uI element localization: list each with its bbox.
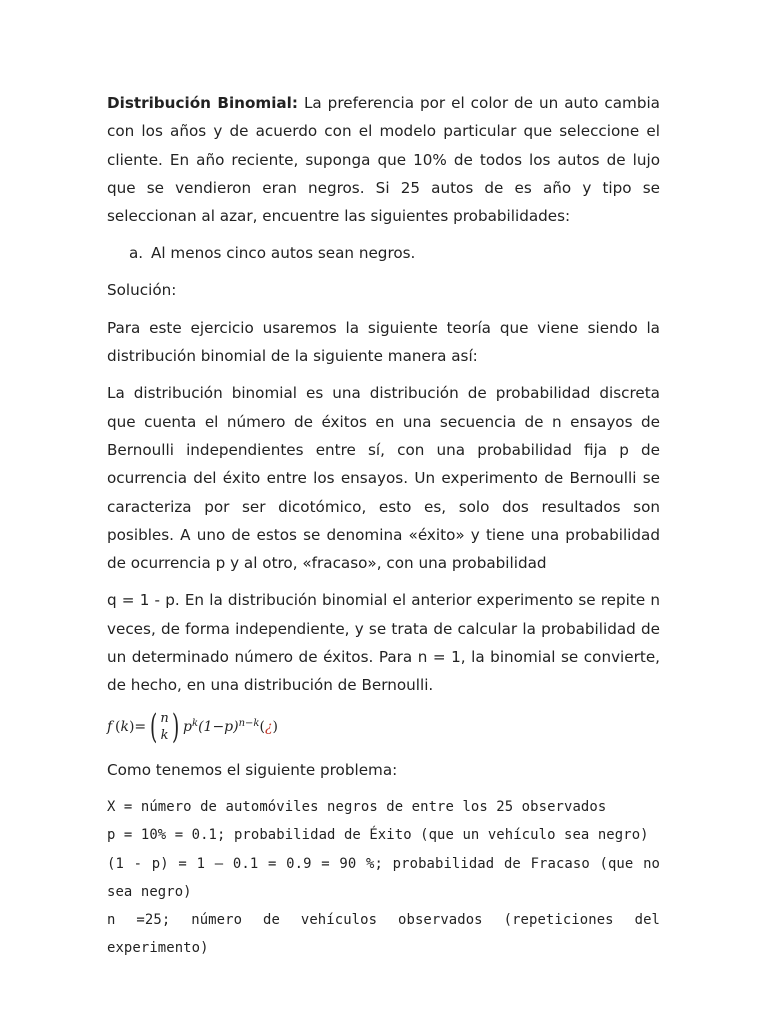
- binom-top: n: [160, 710, 169, 726]
- formula-exp-nk: n−k: [238, 718, 260, 730]
- binomial-coefficient: ( n k ): [150, 706, 180, 747]
- formula-argument: k: [120, 718, 129, 735]
- formula-p: p: [183, 718, 193, 735]
- document-page: [107, 89, 660, 963]
- formula-exp-k: k: [192, 718, 199, 730]
- binomial-definition-paragraph: La distribución binomial es una distribución de probabilidad discreta que cuenta el número de éxitos en una secuencia de n ensayos de Bernoulli independientes entre sí, con una probabilidad fija p de ocurrencia del éxito entre los ensayos. Un experimento de Bernoulli se caracteriza por ser dicotómico, esto es, solo dos resultados son posibles. A uno de estos se denomina «éxito» y tiene una probabilidad de ocurrencia p y al otro, «fracaso», con una probabilidad: [107, 384, 660, 573]
- formula-marker: ¿: [264, 718, 273, 735]
- definition-x: X = número de automóviles negros de entre los 25 observados: [107, 798, 607, 815]
- bernoulli-paragraph: q = 1 - p. En la distribución binomial el anterior experimento se repite n veces, de forma independiente, y se trata de calcular la probabilidad de un determinado número de éxitos. Para n = 1, la binomial se convierte, de hecho, en una distribución de Bernoulli.: [107, 591, 660, 695]
- list-marker: a.: [129, 244, 144, 263]
- solution-label: Solución:: [107, 281, 177, 300]
- definition-q: (1 - p) = 1 – 0.1 = 0.9 = 90 %; probabilidad de Fracaso (que no sea negro): [107, 855, 660, 900]
- formula-middle: (1−p): [198, 718, 239, 735]
- list-item-text: Al menos cinco autos sean negros.: [151, 244, 416, 263]
- theory-intro-paragraph: Para este ejercicio usaremos la siguiente teoría que viene siendo la distribución binomial de la siguiente manera así:: [107, 318, 660, 366]
- intro-text: La preferencia por el color de un auto cambia con los años y de acuerdo con el modelo particular que seleccione el cliente. En año reciente, suponga que 10% de todos los autos de lujo que se vendieron eran negros. Si 25 autos de es año y tipo se seleccionan al azar, encuentre las siguientes probabilidades:: [107, 94, 660, 226]
- list-item-a: [107, 239, 660, 267]
- formula-equals: =: [134, 718, 147, 735]
- binom-bottom: k: [160, 727, 169, 743]
- section-title: Distribución Binomial:: [107, 94, 298, 112]
- formula-function: f: [107, 718, 113, 735]
- binomial-formula: f ( k ) = ( n k ) p $^k$ (1−p) $^{n-k}$ ( ¿ ): [107, 706, 278, 747]
- intro-paragraph: [107, 89, 660, 230]
- definition-n: n =25; número de vehículos observados (repeticiones del experimento): [107, 912, 660, 957]
- problem-intro: Como tenemos el siguiente problema:: [107, 760, 398, 779]
- definition-p: p = 10% = 0.1; probabilidad de Éxito (que un vehículo sea negro): [107, 827, 649, 844]
